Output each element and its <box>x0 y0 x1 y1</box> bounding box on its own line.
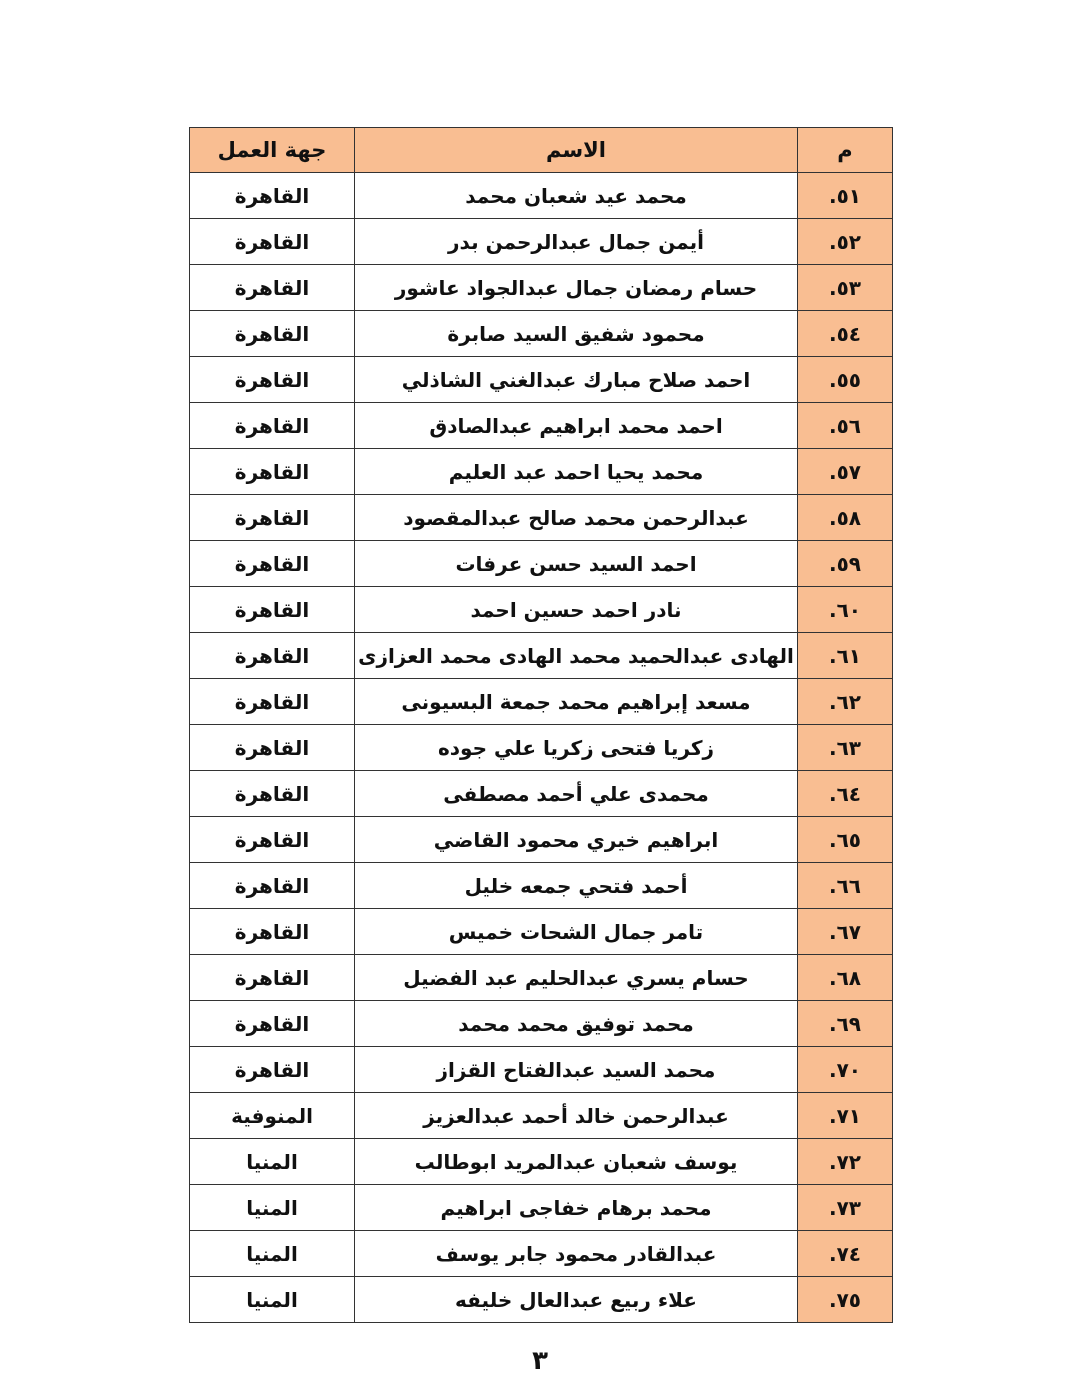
row-workplace: القاهرة <box>190 725 355 771</box>
row-number: ٧٣. <box>798 1185 893 1231</box>
row-name: ابراهيم خيري محمود القاضي <box>355 817 798 863</box>
row-name: محمود شفيق السيد صابرة <box>355 311 798 357</box>
row-number: ٥١. <box>798 173 893 219</box>
row-number: ٥٤. <box>798 311 893 357</box>
row-name: نادر احمد حسين احمد <box>355 587 798 633</box>
row-number: ٥٧. <box>798 449 893 495</box>
row-workplace: القاهرة <box>190 403 355 449</box>
row-name: احمد محمد ابراهيم عبدالصادق <box>355 403 798 449</box>
row-workplace: القاهرة <box>190 863 355 909</box>
row-workplace: القاهرة <box>190 311 355 357</box>
row-name: احمد السيد حسن عرفات <box>355 541 798 587</box>
row-workplace: القاهرة <box>190 541 355 587</box>
table-row <box>190 357 893 403</box>
row-workplace: القاهرة <box>190 219 355 265</box>
header-row <box>190 128 893 173</box>
row-name: محمد برهام خفاجى ابراهيم <box>355 1185 798 1231</box>
table-row <box>190 633 893 679</box>
row-number: ٦٥. <box>798 817 893 863</box>
row-name: تامر جمال الشحات خميس <box>355 909 798 955</box>
row-workplace: القاهرة <box>190 357 355 403</box>
table-row <box>190 955 893 1001</box>
table-row <box>190 1093 893 1139</box>
row-number: ٦٢. <box>798 679 893 725</box>
row-name: حسام رمضان جمال عبدالجواد عاشور <box>355 265 798 311</box>
row-number: ٧٤. <box>798 1231 893 1277</box>
row-workplace: القاهرة <box>190 449 355 495</box>
names-table <box>189 127 893 1323</box>
table-row <box>190 679 893 725</box>
row-name: حسام يسري عبدالحليم عبد الفضيل <box>355 955 798 1001</box>
table-row <box>190 1139 893 1185</box>
row-name: محمد السيد عبدالفتاح القزاز <box>355 1047 798 1093</box>
row-workplace: المنيا <box>190 1231 355 1277</box>
row-workplace: المنيا <box>190 1277 355 1323</box>
table-row <box>190 725 893 771</box>
row-name: عبدالرحمن محمد صالح عبدالمقصود <box>355 495 798 541</box>
table-row <box>190 311 893 357</box>
row-number: ٥٩. <box>798 541 893 587</box>
row-name: عبدالقادر محمود جابر يوسف <box>355 1231 798 1277</box>
row-number: ٦١. <box>798 633 893 679</box>
table-header <box>190 128 893 173</box>
header-work: جهة العمل <box>190 128 355 173</box>
row-workplace: القاهرة <box>190 817 355 863</box>
table-row <box>190 1277 893 1323</box>
row-workplace: القاهرة <box>190 955 355 1001</box>
row-name: محمد توفيق محمد محمد <box>355 1001 798 1047</box>
table-row <box>190 219 893 265</box>
row-name: محمد عيد شعبان محمد <box>355 173 798 219</box>
row-name: احمد صلاح مبارك عبدالغني الشاذلي <box>355 357 798 403</box>
row-number: ٥٦. <box>798 403 893 449</box>
row-name: أحمد فتحي جمعه خليل <box>355 863 798 909</box>
table-row <box>190 863 893 909</box>
table-row <box>190 817 893 863</box>
row-name: الهادى عبدالحميد محمد الهادى محمد العزازى <box>355 633 798 679</box>
table-row <box>190 1231 893 1277</box>
row-number: ٥٣. <box>798 265 893 311</box>
row-workplace: القاهرة <box>190 265 355 311</box>
row-name: محمد يحيا احمد عبد العليم <box>355 449 798 495</box>
row-number: ٧٢. <box>798 1139 893 1185</box>
row-workplace: القاهرة <box>190 1047 355 1093</box>
row-number: ٥٥. <box>798 357 893 403</box>
row-workplace: القاهرة <box>190 679 355 725</box>
row-number: ٦٤. <box>798 771 893 817</box>
row-workplace: القاهرة <box>190 633 355 679</box>
row-number: ٧١. <box>798 1093 893 1139</box>
row-number: ٧٠. <box>798 1047 893 1093</box>
table-row <box>190 541 893 587</box>
row-workplace: القاهرة <box>190 495 355 541</box>
row-workplace: المنيا <box>190 1139 355 1185</box>
row-workplace: القاهرة <box>190 1001 355 1047</box>
table-row <box>190 449 893 495</box>
row-number: ٦٩. <box>798 1001 893 1047</box>
table-row <box>190 909 893 955</box>
names-table-container <box>189 127 891 1323</box>
row-number: ٥٨. <box>798 495 893 541</box>
header-num: م <box>798 128 893 173</box>
row-workplace: المنيا <box>190 1185 355 1231</box>
row-number: ٦٨. <box>798 955 893 1001</box>
row-number: ٦٦. <box>798 863 893 909</box>
row-number: ٦٠. <box>798 587 893 633</box>
table-row <box>190 173 893 219</box>
table-row <box>190 495 893 541</box>
header-name: الاسم <box>355 128 798 173</box>
table-row <box>190 1185 893 1231</box>
row-number: ٧٥. <box>798 1277 893 1323</box>
row-number: ٥٢. <box>798 219 893 265</box>
table-row <box>190 1001 893 1047</box>
row-number: ٦٧. <box>798 909 893 955</box>
table-row <box>190 587 893 633</box>
row-name: يوسف شعبان عبدالمريد ابوطالب <box>355 1139 798 1185</box>
row-name: علاء ربيع عبدالعال خليفه <box>355 1277 798 1323</box>
row-workplace: القاهرة <box>190 173 355 219</box>
table-body <box>190 173 893 1323</box>
row-number: ٦٣. <box>798 725 893 771</box>
row-workplace: القاهرة <box>190 771 355 817</box>
row-workplace: المنوفية <box>190 1093 355 1139</box>
table-row <box>190 771 893 817</box>
page-number: ٣ <box>532 1346 548 1376</box>
table-row <box>190 265 893 311</box>
row-name: أيمن جمال عبدالرحمن بدر <box>355 219 798 265</box>
row-workplace: القاهرة <box>190 909 355 955</box>
row-name: زكريا فتحى زكريا علي جوده <box>355 725 798 771</box>
row-name: مسعد إبراهيم محمد جمعة البسيونى <box>355 679 798 725</box>
row-workplace: القاهرة <box>190 587 355 633</box>
row-name: عبدالرحمن خالد أحمد عبدالعزيز <box>355 1093 798 1139</box>
row-name: محمدى علي أحمد مصطفى <box>355 771 798 817</box>
table-row <box>190 1047 893 1093</box>
table-row <box>190 403 893 449</box>
